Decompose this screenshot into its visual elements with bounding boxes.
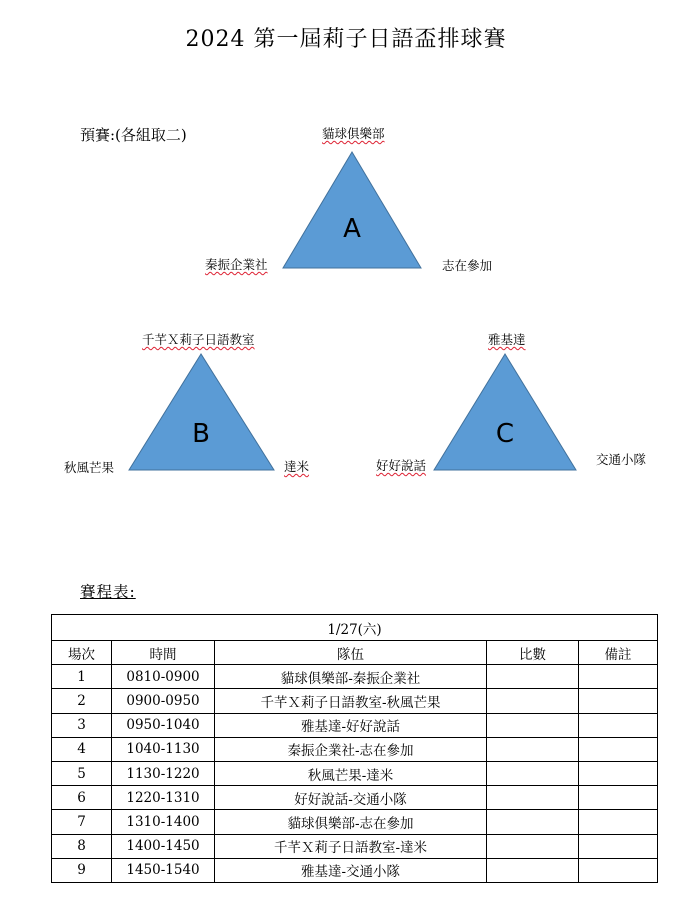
match-teams: 貓球俱樂部-志在參加 xyxy=(215,810,487,834)
table-row xyxy=(52,786,658,810)
match-time: 1040-1130 xyxy=(112,737,215,761)
match-score[interactable] xyxy=(487,737,579,761)
table-row xyxy=(52,858,658,882)
group-c-triangle xyxy=(434,354,576,470)
table-row xyxy=(52,713,658,737)
group-a-team-left: 秦振企業社 xyxy=(205,257,268,272)
group-b-team-left: 秋風芒果 xyxy=(64,460,115,475)
match-score[interactable] xyxy=(487,834,579,858)
match-number: 2 xyxy=(52,689,112,713)
group-b-team-right: 達米 xyxy=(284,459,310,474)
header-no: 場次 xyxy=(52,641,112,665)
match-time: 1400-1450 xyxy=(112,834,215,858)
match-teams: 雅基達-交通小隊 xyxy=(215,858,487,882)
table-row xyxy=(52,761,658,785)
group-a-letter: A xyxy=(343,214,361,244)
match-note[interactable] xyxy=(579,713,658,737)
group-a-team-right: 志在參加 xyxy=(442,258,493,273)
match-note[interactable] xyxy=(579,737,658,761)
match-note[interactable] xyxy=(579,689,658,713)
table-row xyxy=(52,689,658,713)
group-c-team-left: 好好說話 xyxy=(376,458,427,473)
group-a-triangle xyxy=(283,152,421,268)
table-row xyxy=(52,810,658,834)
table-row xyxy=(52,834,658,858)
match-score[interactable] xyxy=(487,689,579,713)
match-number: 7 xyxy=(52,810,112,834)
match-note[interactable] xyxy=(579,858,658,882)
match-number: 6 xyxy=(52,786,112,810)
group-c-team-right: 交通小隊 xyxy=(596,452,647,467)
match-time: 1220-1310 xyxy=(112,786,215,810)
match-teams: 千芊Ｘ莉子日語教室-秋風芒果 xyxy=(215,689,487,713)
match-note[interactable] xyxy=(579,810,658,834)
match-note[interactable] xyxy=(579,665,658,689)
group-c-letter: C xyxy=(495,419,515,449)
match-number: 5 xyxy=(52,761,112,785)
prelim-label: 預賽:(各組取二) xyxy=(80,126,187,144)
schedule-date-row xyxy=(52,615,658,641)
header-match: 隊伍 xyxy=(215,641,487,665)
match-time: 0810-0900 xyxy=(112,665,215,689)
match-note[interactable] xyxy=(579,786,658,810)
match-number: 1 xyxy=(52,665,112,689)
match-number: 9 xyxy=(52,858,112,882)
match-number: 8 xyxy=(52,834,112,858)
match-score[interactable] xyxy=(487,665,579,689)
match-time: 1450-1540 xyxy=(112,858,215,882)
match-teams: 秦振企業社-志在參加 xyxy=(215,737,487,761)
match-score[interactable] xyxy=(487,858,579,882)
page-title: 2024 第一屆莉子日語盃排球賽 xyxy=(185,27,507,52)
match-number: 4 xyxy=(52,737,112,761)
match-time: 0900-0950 xyxy=(112,689,215,713)
match-time: 0950-1040 xyxy=(112,713,215,737)
match-note[interactable] xyxy=(579,761,658,785)
table-row xyxy=(52,737,658,761)
match-teams: 好好說話-交通小隊 xyxy=(215,786,487,810)
match-time: 1130-1220 xyxy=(112,761,215,785)
match-number: 3 xyxy=(52,713,112,737)
match-score[interactable] xyxy=(487,810,579,834)
group-c-team-top: 雅基達 xyxy=(488,332,526,347)
group-a-team-top: 貓球俱樂部 xyxy=(322,126,385,141)
match-teams: 雅基達-好好說話 xyxy=(215,713,487,737)
group-b-team-top: 千芊Ｘ莉子日語教室 xyxy=(142,332,255,347)
match-teams: 貓球俱樂部-秦振企業社 xyxy=(215,665,487,689)
match-score[interactable] xyxy=(487,761,579,785)
schedule-label: 賽程表: xyxy=(80,583,136,601)
match-note[interactable] xyxy=(579,834,658,858)
group-b-letter: B xyxy=(192,419,210,449)
table-row xyxy=(52,665,658,689)
match-teams: 秋風芒果-達米 xyxy=(215,761,487,785)
match-teams: 千芊Ｘ莉子日語教室-達米 xyxy=(215,834,487,858)
match-score[interactable] xyxy=(487,713,579,737)
header-note: 備註 xyxy=(579,641,658,665)
match-time: 1310-1400 xyxy=(112,810,215,834)
schedule-header-row xyxy=(52,641,658,665)
header-time: 時間 xyxy=(112,641,215,665)
header-score: 比數 xyxy=(487,641,579,665)
group-b-triangle xyxy=(129,354,274,470)
schedule-date: 1/27(六) xyxy=(52,615,658,641)
match-score[interactable] xyxy=(487,786,579,810)
schedule-table xyxy=(51,614,658,883)
